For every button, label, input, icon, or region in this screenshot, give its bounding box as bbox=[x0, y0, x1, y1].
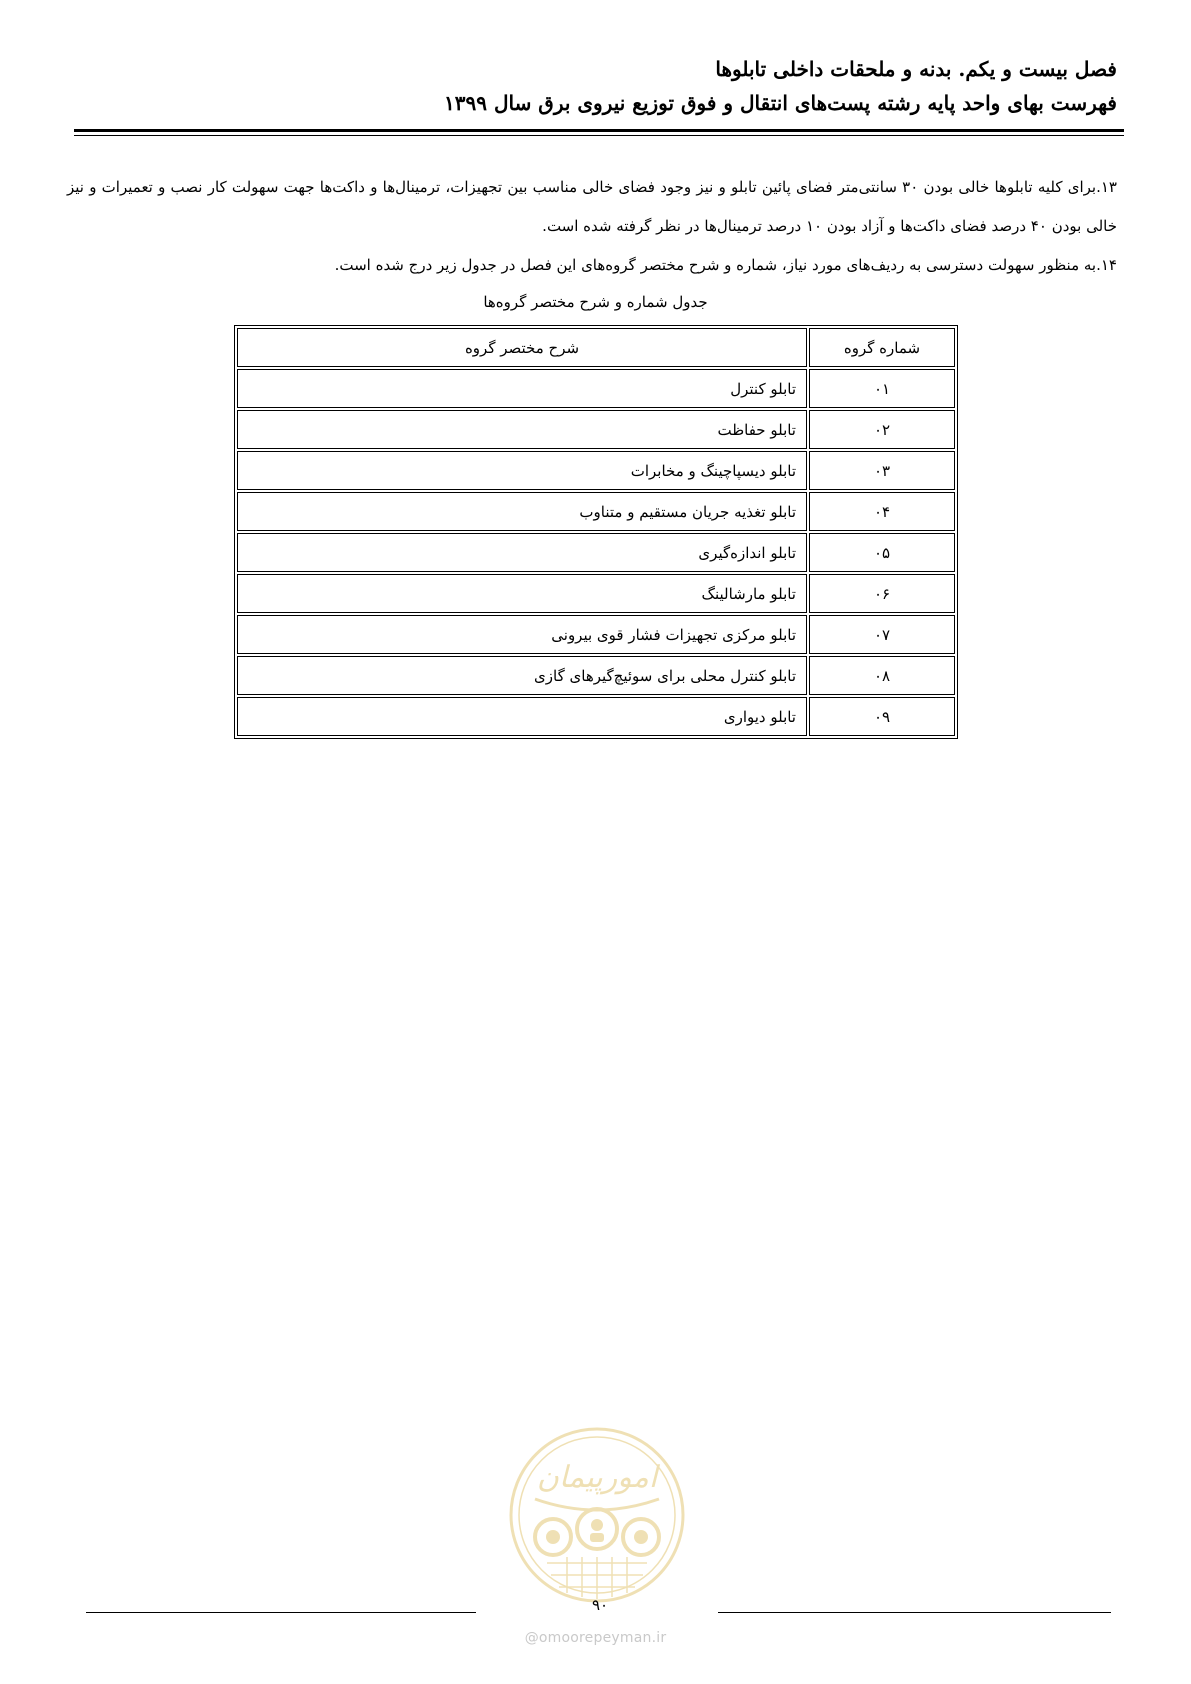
chapter-title: فصل بیست و یکم. بدنه و ملحقات داخلی تابلوها bbox=[715, 57, 1117, 81]
group-description: تابلو مرکزی تجهیزات فشار قوی بیرونی bbox=[237, 615, 807, 654]
paragraph-14: ۱۴.به منظور سهولت دسترسی به ردیف‌های مورد نیاز، شماره و شرح مختصر گروه‌های این فصل در جدول زیر درج شده است. bbox=[334, 256, 1117, 274]
group-description: تابلو کنترل محلی برای سوئیچ‌گیرهای گازی bbox=[237, 656, 807, 695]
page-header bbox=[67, 52, 1117, 120]
header-group-number: شماره گروه bbox=[809, 328, 955, 367]
website-watermark: @omoorepeyman.ir bbox=[524, 1630, 667, 1646]
table-row bbox=[237, 369, 955, 408]
group-number: ۰۳ bbox=[809, 451, 955, 490]
watermark-logo-icon bbox=[507, 1425, 687, 1605]
header-divider-thick bbox=[74, 129, 1124, 132]
paragraph-13: ۱۳.برای کلیه تابلوها خالی بودن ۳۰ سانتی‌متر فضای پائین تابلو و نیز وجود فضای خالی مناسب بین تجهیزات، ترمینال‌ها و داکت‌ها جهت سهولت کار نصب و تعمیرات و نیز خالی بودن ۴۰ درصد فضای داکت‌ها و آزاد بودن ۱۰ درصد ترمینال‌ها در نظر گرفته شده است. bbox=[67, 178, 1117, 235]
table-caption: جدول شماره و شرح مختصر گروه‌ها bbox=[483, 293, 708, 311]
group-description: تابلو کنترل bbox=[237, 369, 807, 408]
table-row bbox=[237, 492, 955, 531]
body-text bbox=[67, 168, 1117, 285]
group-description: تابلو تغذیه جریان مستقیم و متناوب bbox=[237, 492, 807, 531]
table-row bbox=[237, 697, 955, 736]
table-row bbox=[237, 656, 955, 695]
group-description: تابلو اندازه‌گیری bbox=[237, 533, 807, 572]
group-description: تابلو حفاظت bbox=[237, 410, 807, 449]
footer-divider-left bbox=[86, 1612, 476, 1613]
group-description: تابلو مارشالینگ bbox=[237, 574, 807, 613]
table-row bbox=[237, 615, 955, 654]
group-number: ۰۵ bbox=[809, 533, 955, 572]
group-number: ۰۹ bbox=[809, 697, 955, 736]
table-header-row bbox=[237, 328, 955, 367]
document-title: فهرست بهای واحد پایه رشته پست‌های انتقال و فوق توزیع نیروی برق سال ۱۳۹۹ bbox=[444, 91, 1117, 115]
group-number: ۰۸ bbox=[809, 656, 955, 695]
footer-divider-right bbox=[718, 1612, 1111, 1613]
table-row bbox=[237, 410, 955, 449]
group-description: تابلو دیواری bbox=[237, 697, 807, 736]
table-row bbox=[237, 533, 955, 572]
groups-table bbox=[234, 325, 958, 739]
header-group-description: شرح مختصر گروه bbox=[237, 328, 807, 367]
group-description: تابلو دیسپاچینگ و مخابرات bbox=[237, 451, 807, 490]
watermark-script: امورپیمان bbox=[536, 1460, 658, 1495]
group-number: ۰۶ bbox=[809, 574, 955, 613]
group-number: ۰۱ bbox=[809, 369, 955, 408]
group-number: ۰۷ bbox=[809, 615, 955, 654]
group-number: ۰۴ bbox=[809, 492, 955, 531]
page-number: ۹۰ bbox=[591, 1596, 609, 1614]
table-row bbox=[237, 574, 955, 613]
table-row bbox=[237, 451, 955, 490]
header-divider-thin bbox=[74, 135, 1124, 136]
group-number: ۰۲ bbox=[809, 410, 955, 449]
watermark-logo bbox=[507, 1425, 687, 1605]
